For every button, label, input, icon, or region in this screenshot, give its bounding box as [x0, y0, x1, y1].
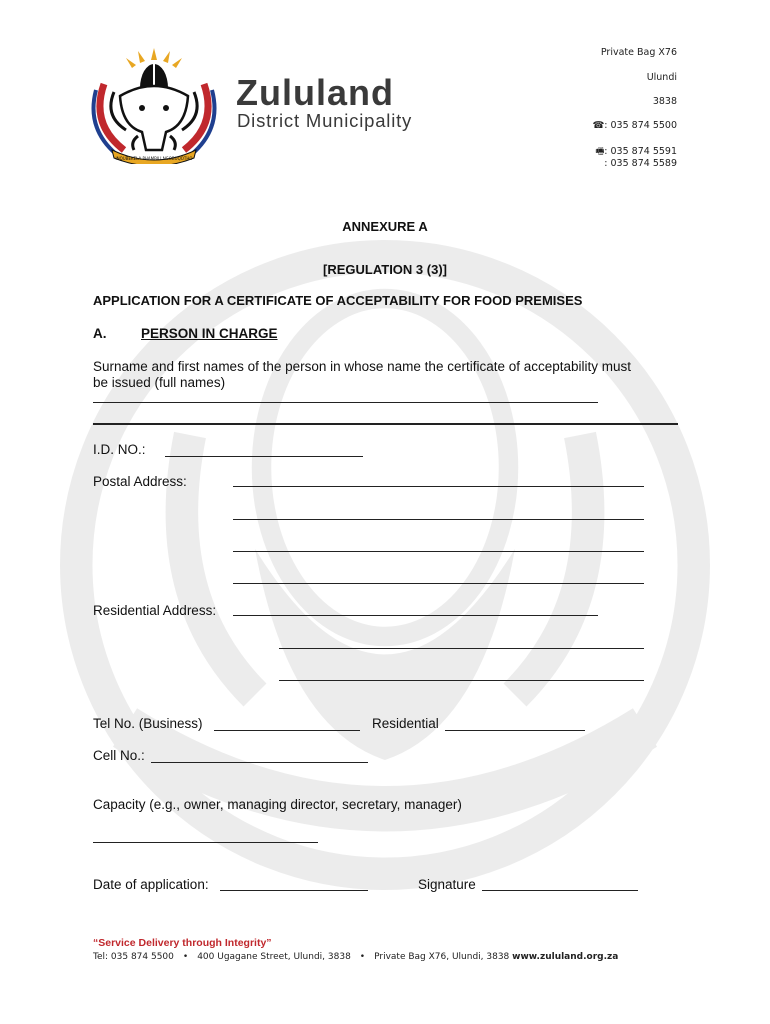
capacity-label: Capacity (e.g., owner, managing director, secretary, manager) [93, 797, 462, 812]
residential-address-field-3[interactable] [279, 680, 644, 681]
cell-number-field[interactable] [151, 762, 368, 763]
fax-icon: 🖷 [595, 146, 605, 157]
telephone-line [592, 120, 677, 131]
address-line-3: 3838 [652, 96, 677, 107]
municipality-emblem-logo [86, 46, 222, 164]
id-number-field[interactable] [165, 456, 363, 457]
section-title: PERSON IN CHARGE [141, 326, 278, 341]
postal-address-field-3[interactable] [233, 551, 644, 552]
tel-business-label: Tel No. (Business) [93, 716, 203, 731]
postal-address-field-1[interactable] [233, 486, 644, 487]
address-line-2: Ulundi [646, 72, 677, 83]
footer-street: 400 Ugagane Street, Ulundi, 3838 [197, 952, 351, 962]
tel-residential-label: Residential [372, 716, 439, 731]
org-subtitle: District Municipality [237, 110, 413, 131]
form-title: APPLICATION FOR A CERTIFICATE OF ACCEPTABILITY FOR FOOD PREMISES [93, 293, 583, 308]
fax-number-1: : 035 874 5591 [604, 146, 677, 157]
cell-number-label: Cell No.: [93, 748, 145, 763]
footer-contact [93, 952, 618, 962]
fax-number-2: : 035 874 5589 [604, 158, 677, 169]
surname-instruction-line-1: Surname and first names of the person in whose name the certificate of acceptability must [93, 359, 632, 374]
telephone-number: : 035 874 5500 [604, 120, 677, 131]
org-name: Zululand [236, 72, 394, 113]
tel-residential-field[interactable] [445, 730, 585, 731]
date-of-application-label: Date of application: [93, 877, 209, 892]
footer-separator: • [359, 952, 366, 962]
footer-tel: Tel: 035 874 5500 [93, 952, 174, 962]
regulation-heading: [REGULATION 3 (3)] [323, 262, 447, 277]
surname-instruction-line-2: be issued (full names) [93, 375, 226, 390]
footer-motto: “Service Delivery through Integrity” [93, 937, 272, 949]
signature-field[interactable] [482, 890, 638, 891]
postal-address-field-2[interactable] [233, 519, 644, 520]
section-letter: A. [93, 326, 107, 341]
telephone-icon: ☎ [592, 120, 605, 131]
tel-business-field[interactable] [214, 730, 360, 731]
id-label: I.D. NO.: [93, 442, 146, 457]
capacity-field[interactable] [93, 842, 318, 843]
date-of-application-field[interactable] [220, 890, 368, 891]
footer-separator: • [182, 952, 189, 962]
signature-label: Signature [418, 877, 476, 892]
footer-bag: Private Bag X76, Ulundi, 3838 [374, 952, 510, 962]
emblem-banner-text: INQUBEKELA PHAMBILI NGOBUQOTHO [115, 156, 193, 161]
postal-address-field-4[interactable] [233, 583, 644, 584]
residential-address-field-1[interactable] [233, 615, 598, 616]
residential-address-field-2[interactable] [279, 648, 644, 649]
full-names-field[interactable] [93, 402, 598, 403]
annexure-heading: ANNEXURE A [342, 219, 428, 234]
address-line-1: Private Bag X76 [600, 47, 677, 58]
footer-website-link[interactable]: www.zululand.org.za [512, 952, 619, 962]
full-names-field-2[interactable] [93, 423, 678, 425]
postal-address-label: Postal Address: [93, 474, 187, 489]
residential-address-label: Residential Address: [93, 603, 217, 618]
